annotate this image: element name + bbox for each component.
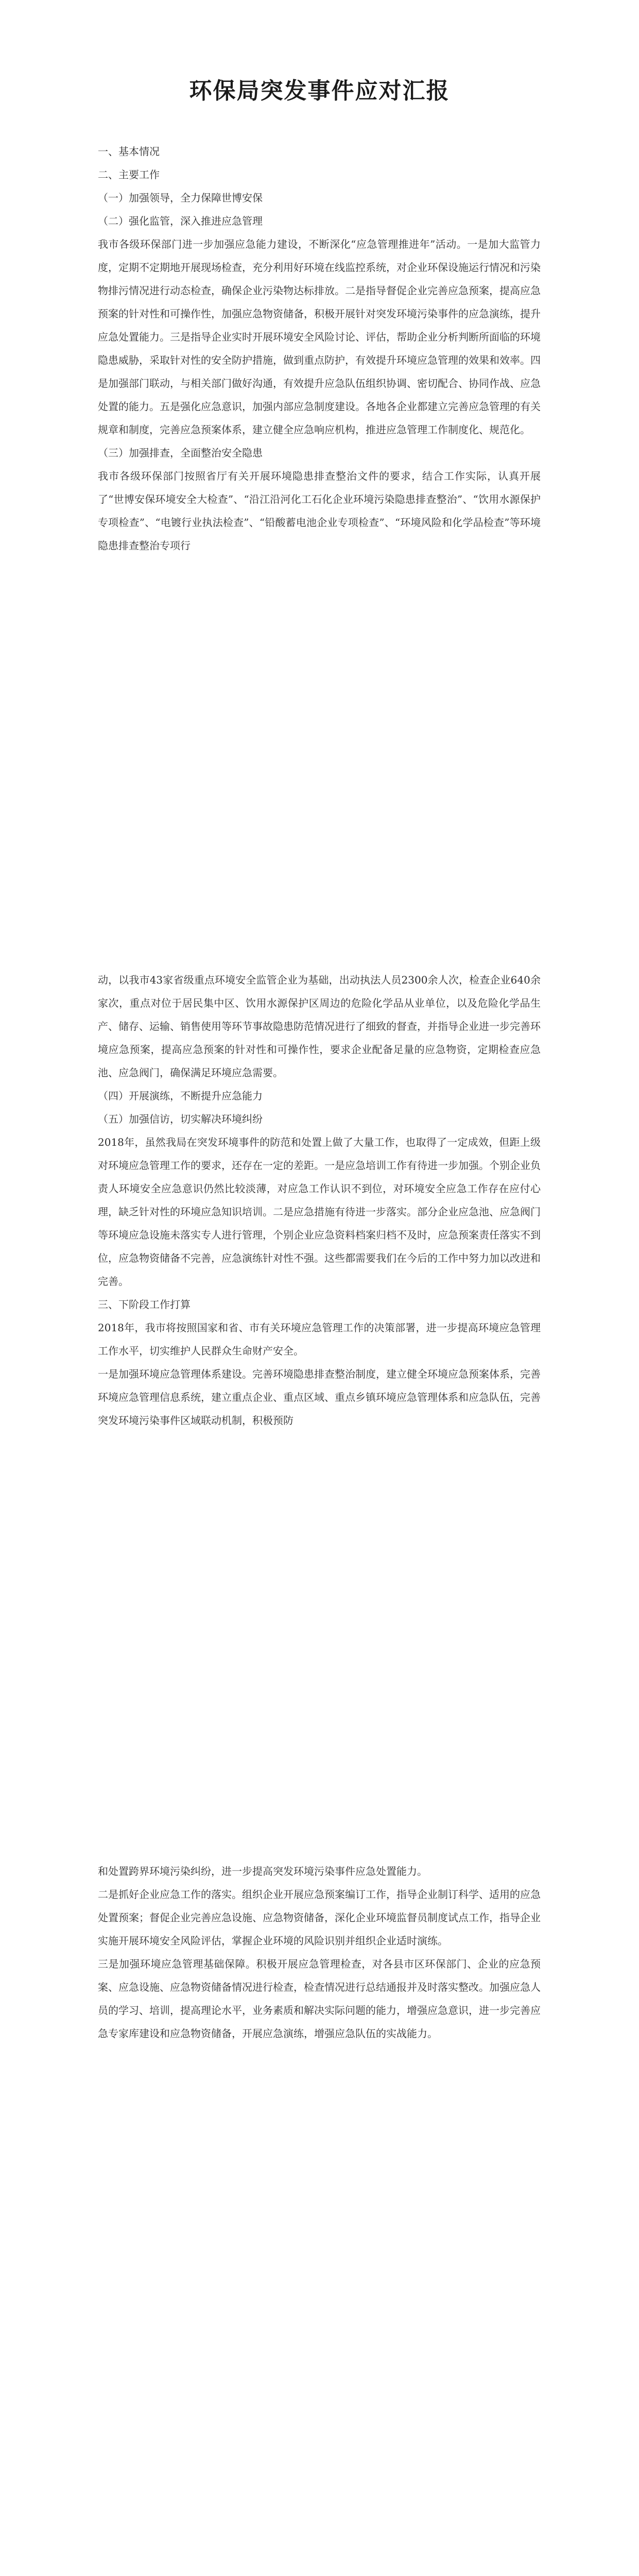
heading-basic-situation: 一、基本情况 (98, 145, 160, 158)
subheading-1: （一）加强领导，全力保障世博安保 (98, 192, 263, 204)
paragraph-7: 和处置跨界环境污染纠纷，进一步提高突发环境污染事件应急处置能力。 (98, 1865, 427, 1877)
paragraph-5: 2018年，我市将按照国家和省、市有关环境应急管理工作的决策部署，进一步提高环境应急管理工作水平，切实维护人民群众生命财产安全。 (98, 1321, 541, 1357)
content-block-1 (98, 140, 541, 557)
document-title: 环保局突发事件应对汇报 (189, 78, 450, 104)
content-block-2 (98, 969, 541, 1432)
content-block-3 (98, 1860, 541, 2045)
heading-next-steps: 三、下阶段工作打算 (98, 1298, 191, 1311)
heading-main-work: 二、主要工作 (98, 168, 160, 181)
subheading-3: （三）加强排查，全面整治安全隐患 (98, 447, 263, 459)
paragraph-9: 三是加强环境应急管理基础保障。积极开展应急管理检查，对各县市区环保部门、企业的应急预案、应急设施、应急物资储备情况进行检查，检查情况进行总结通报并及时落实整改。加强应急人员的学习、培训，提高理论水平，业务素质和解决实际问题的能力，增强应急意识，进一步完善应急专家库建设和应急物资储备，开展应急演练，增强应急队伍的实战能力。 (98, 1958, 541, 2040)
subheading-4: （四）开展演练，不断提升应急能力 (98, 1090, 263, 1102)
paragraph-6: 一是加强环境应急管理体系建设。完善环境隐患排查整治制度，建立健全环境应急预案体系，完善环境应急管理信息系统，建立重点企业、重点区域、重点乡镇环境应急管理体系和应急队伍，完善突发环境污染事件区域联动机制，积极预防 (98, 1368, 541, 1427)
subheading-2: （二）强化监管，深入推进应急管理 (98, 215, 263, 227)
paragraph-8: 二是抓好企业应急工作的落实。组织企业开展应急预案编订工作，指导企业制订科学、适用的应急处置预案；督促企业完善应急设施、应急物资储备，深化企业环境监督员制度试点工作，指导企业实施开展环境安全风险评估，掌握企业环境的风险识别并组织企业适时演练。 (98, 1888, 541, 1947)
paragraph-2: 我市各级环保部门按照省厅有关开展环境隐患排查整治文件的要求，结合工作实际，认真开展了“世博安保环境安全大检查”、“沿江沿河化工石化企业环境污染隐患排查整治”、“饮用水源保护专项检查”、“电镀行业执法检查”、“铅酸蓄电池企业专项检查”、“环境风险和化学品检查”等环境隐患排查整治专项行 (98, 470, 541, 552)
subheading-5: （五）加强信访，切实解决环境纠纷 (98, 1113, 263, 1125)
paragraph-4: 2018年，虽然我局在突发环境事件的防范和处置上做了大量工作，也取得了一定成效，但距上级对环境应急管理工作的要求，还存在一定的差距。一是应急培训工作有待进一步加强。个别企业负责人环境安全应急意识仍然比较淡薄，对应急工作认识不到位，对环境安全应急工作存在应付心理，缺乏针对性的环境应急知识培训。二是应急措施有待进一步落实。部分企业应急池、应急阀门等环境应急设施未落实专人进行管理，个别企业应急资料档案归档不及时，应急预案责任落实不到位，应急物资储备不完善，应急演练针对性不强。这些都需要我们在今后的工作中努力加以改进和完善。 (98, 1136, 541, 1287)
paragraph-1: 我市各级环保部门进一步加强应急能力建设，不断深化“应急管理推进年”活动。一是加大监管力度，定期不定期地开展现场检查，充分利用好环境在线监控系统，对企业环保设施运行情况和污染物排污情况进行动态检查，确保企业污染物达标排放。二是指导督促企业完善应急预案，提高应急预案的针对性和可操作性，加强应急物资储备，积极开展针对突发环境污染事件的应急演练，提升应急处置能力。三是指导企业实时开展环境安全风险讨论、评估，帮助企业分析判断所面临的环境隐患威胁，采取针对性的安全防护措施，做到重点防护，有效提升环境应急管理的效果和效率。四是加强部门联动，与相关部门做好沟通，有效提升应急队伍组织协调、密切配合、协同作战、应急处置的能力。五是强化应急意识，加强内部应急制度建设。各地各企业都建立完善应急管理的有关规章和制度，完善应急预案体系，建立健全应急响应机构，推进应急管理工作制度化、规范化。 (98, 238, 541, 436)
paragraph-3: 动，以我市43家省级重点环境安全监管企业为基础，出动执法人员2300余人次，检查企业640余家次，重点对位于居民集中区、饮用水源保护区周边的危险化学品从业单位，以及危险化学品生产、储存、运输、销售使用等环节事故隐患防范情况进行了细致的督查，并指导企业进一步完善环境应急预案，提高应急预案的针对性和可操作性，要求企业配备足量的应急物资，定期检查应急池、应急阀门，确保满足环境应急需要。 (98, 974, 541, 1079)
